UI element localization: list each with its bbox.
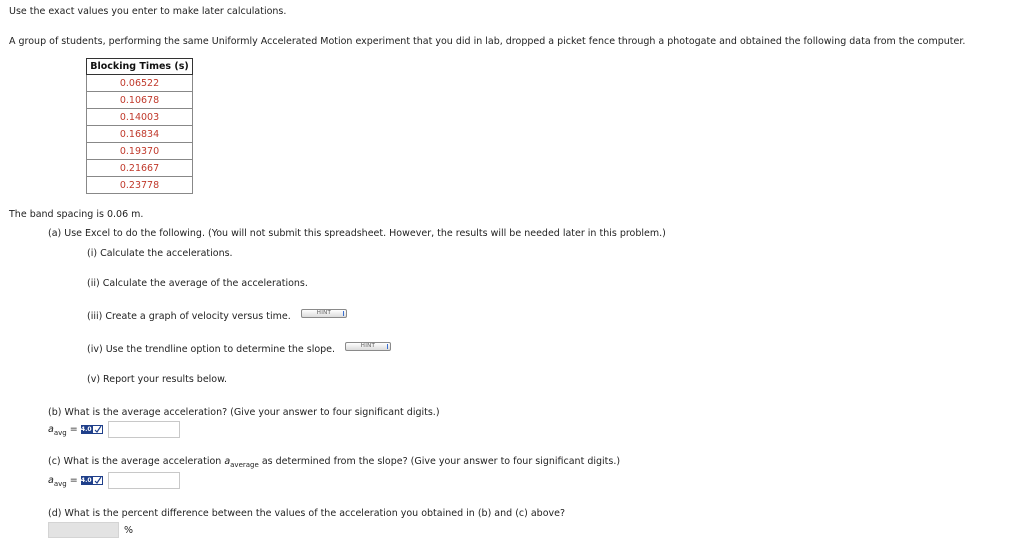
blocking-times-table (86, 58, 193, 194)
inline-variable-subscript: average (230, 460, 259, 469)
equals-sign: = (69, 475, 78, 486)
part-d-text: (d) What is the percent difference between the values of the acceleration you obtained in (b) and (c) above? (48, 508, 566, 519)
version-badge: 4.0 (80, 477, 92, 484)
step-v: (v) Report your results below. (87, 374, 228, 385)
band-spacing-text: The band spacing is 0.06 m. (9, 209, 144, 220)
table-cell: 0.16834 (87, 126, 193, 143)
part-c-text-after: as determined from the slope? (Give your answer to four significant digits.) (258, 456, 621, 467)
part-a-text: (a) Use Excel to do the following. (You will not submit this spreadsheet. However, the results will be needed later in this problem.) (48, 228, 666, 239)
part-c-text (48, 456, 620, 469)
step-i: (i) Calculate the accelerations. (87, 248, 233, 259)
variable-a: a (48, 424, 54, 435)
instruction-exact-values: Use the exact values you enter to make later calculations. (9, 6, 287, 17)
part-b-answer-input[interactable] (109, 422, 179, 437)
hint-button[interactable]: HINT (345, 342, 391, 351)
table-cell: 0.14003 (87, 109, 193, 126)
variable-subscript: avg (53, 479, 67, 488)
problem-intro: A group of students, performing the same Uniformly Accelerated Motion experiment that you did in lab, dropped a picket fence through a photogate and obtained the following data from the computer. (9, 36, 966, 47)
step-iii: (iii) Create a graph of velocity versus time. (87, 311, 291, 322)
step-ii: (ii) Calculate the average of the accelerations. (87, 278, 308, 289)
part-d-answer-input[interactable] (49, 523, 118, 537)
check-icon (92, 476, 103, 485)
table-cell: 0.06522 (87, 75, 193, 92)
part-d-answer-field[interactable] (48, 522, 119, 538)
table-cell: 0.19370 (87, 143, 193, 160)
percent-unit: % (124, 525, 134, 536)
equals-sign: = (69, 424, 78, 435)
inline-variable-a: a (224, 456, 231, 467)
step-iv: (iv) Use the trendline option to determine the slope. (87, 344, 336, 355)
variable-a: a (48, 475, 54, 486)
version-badge: 4.0 (80, 426, 92, 433)
hint-button[interactable]: HINT (301, 309, 347, 318)
variable-subscript: avg (53, 428, 67, 437)
table-cell: 0.23778 (87, 177, 193, 194)
part-c-variable (48, 475, 103, 488)
part-c-answer-input[interactable] (109, 473, 179, 488)
check-icon (92, 425, 103, 434)
table-header: Blocking Times (s) (87, 59, 193, 75)
table-cell: 0.21667 (87, 160, 193, 177)
part-c-text-before: (c) What is the average acceleration (48, 456, 225, 467)
table-cell: 0.10678 (87, 92, 193, 109)
part-b-variable (48, 424, 103, 437)
part-b-text: (b) What is the average acceleration? (Give your answer to four significant digits.) (48, 407, 440, 418)
part-c-answer-field[interactable] (108, 472, 180, 489)
part-b-answer-field[interactable] (108, 421, 180, 438)
